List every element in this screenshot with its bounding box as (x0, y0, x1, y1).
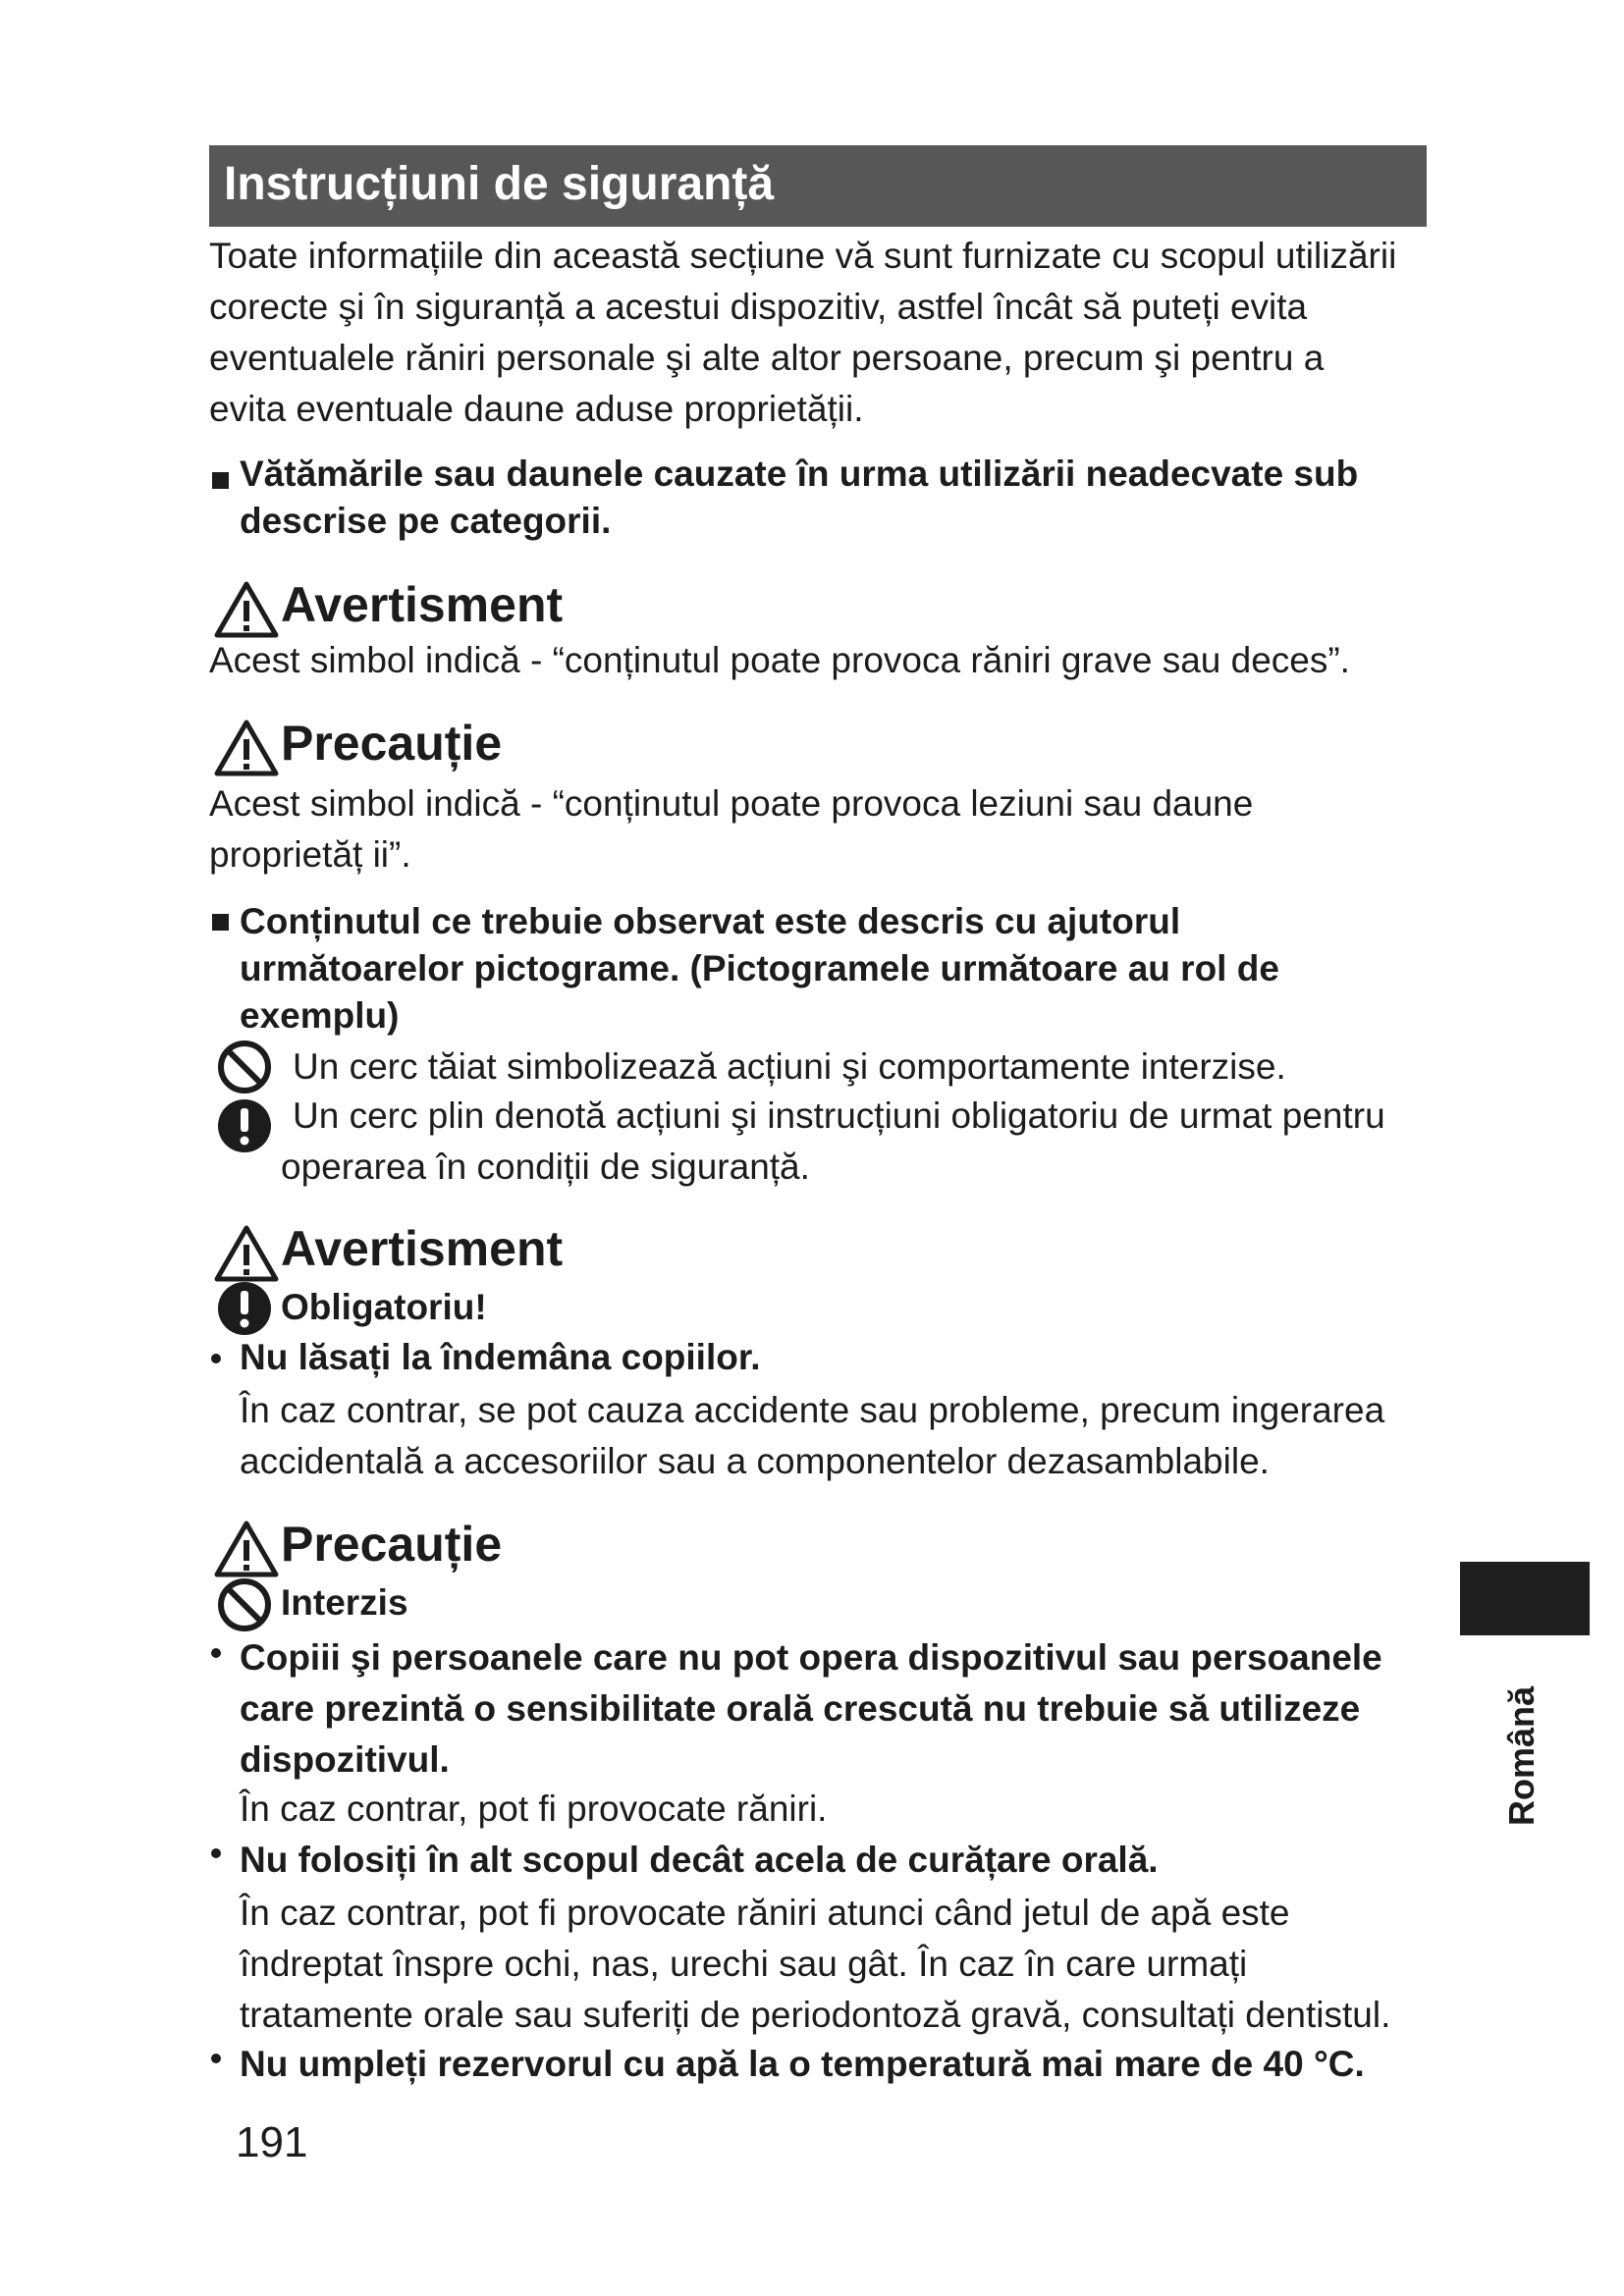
caution-triangle-icon (214, 1521, 279, 1577)
caution-item-title: dispozitivul. (240, 1739, 450, 1780)
mandatory-icon (216, 1280, 273, 1337)
bullet-icon (211, 2054, 221, 2063)
caution-item-text: îndreptat înspre ochi, nas, urechi sau gât. În caz în care urmați (240, 1944, 1248, 1984)
language-tab-label: Română (1501, 1685, 1542, 1826)
mandatory-text-line: Un cerc plin denotă acțiuni şi instrucțiuni obligatoriu de urmat pentru (293, 1095, 1385, 1136)
caution-item-title: Nu umpleți rezervorul cu apă la o temperatură mai mare de 40 °C. (240, 2044, 1365, 2084)
warning-def-text: Acest simbol indică - “conținutul poate provoca răniri grave sau deces”. (209, 640, 1350, 680)
warning-bullet-text: În caz contrar, se pot cauza accidente sau probleme, precum ingerarea (240, 1390, 1385, 1430)
warning-section-title: Avertisment (281, 1221, 564, 1276)
square-bullet-icon (212, 914, 229, 931)
caution-def-line: proprietăț ii”. (209, 834, 411, 875)
bullet-icon (211, 1354, 221, 1363)
warning-def-title: Avertisment (281, 577, 564, 632)
caution-section-title: Precauție (281, 1517, 503, 1572)
prohibition-icon (216, 1039, 273, 1095)
warning-bullet-text: accidentală a accesoriilor sau a componentelor dezasamblabile. (240, 1441, 1270, 1481)
pictograms-heading-line: exemplu) (240, 995, 400, 1036)
prohibition-icon (216, 1576, 273, 1633)
mandatory-icon (216, 1097, 273, 1154)
caution-item-title: Nu folosiți în alt scopul decât acela de curățare orală. (240, 1840, 1159, 1880)
caution-item-text: În caz contrar, pot fi provocate răniri atunci când jetul de apă este (240, 1893, 1290, 1933)
mandatory-label: Obligatoriu! (281, 1287, 487, 1327)
pictograms-heading-line: următoarelor pictograme. (Pictogramele următoare au rol de (240, 948, 1279, 988)
mandatory-text-line: operarea în condiții de siguranță. (281, 1147, 810, 1187)
intro-line: evita eventuale daune aduse proprietății. (209, 389, 864, 429)
caution-def-line: Acest simbol indică - “conținutul poate provoca leziuni sau daune (209, 783, 1254, 824)
caution-def-title: Precauție (281, 716, 503, 771)
caution-triangle-icon (214, 720, 279, 776)
injuries-note-line: descrise pe categorii. (240, 501, 612, 541)
section-title: Instrucțiuni de siguranță (224, 158, 775, 210)
warning-bullet-title: Nu lăsați la îndemâna copiilor. (240, 1337, 761, 1377)
page-number: 191 (236, 2118, 308, 2166)
injuries-note-line: Vătămările sau daunele cauzate în urma utilizării neadecvate sub (240, 454, 1359, 494)
intro-line: Toate informațiile din această secțiune vă sunt furnizate cu scopul utilizării (209, 236, 1397, 276)
caution-item-title: Copiii şi persoanele care nu pot opera dispozitivul sau persoanele (240, 1637, 1382, 1678)
prohibition-text: Un cerc tăiat simbolizează acțiuni şi comportamente interzise. (293, 1046, 1286, 1087)
caution-item-text: tratamente orale sau suferiți de periodontoză gravă, consultați dentistul. (240, 1995, 1391, 2035)
bullet-icon (211, 1848, 221, 1858)
square-bullet-icon (212, 472, 229, 489)
prohibited-label: Interzis (281, 1582, 408, 1623)
caution-item-title: care prezintă o sensibilitate orală crescută nu trebuie să utilizeze (240, 1688, 1361, 1729)
pictograms-heading-line: Conținutul ce trebuie observat este descris cu ajutorul (240, 901, 1181, 941)
intro-line: eventualele răniri personale şi alte altor persoane, precum şi pentru a (209, 338, 1325, 378)
caution-item-text: În caz contrar, pot fi provocate răniri. (240, 1789, 828, 1829)
language-tab-block (1460, 1562, 1590, 1635)
warning-triangle-icon (214, 1225, 279, 1282)
intro-line: corecte şi în siguranță a acestui dispozitiv, astfel încât să puteți evita (209, 287, 1308, 327)
warning-triangle-icon (214, 581, 279, 638)
bullet-icon (211, 1648, 221, 1658)
